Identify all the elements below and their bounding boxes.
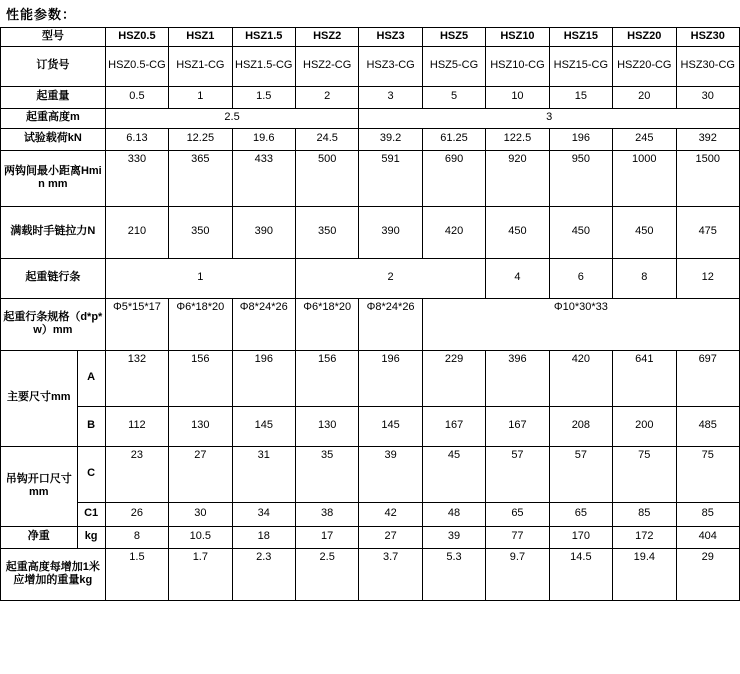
row-label-main-dimensions: 主要尺寸mm [1,350,78,446]
hook-opening-c1-cell-7: 65 [549,502,612,526]
order-no-cell-2: HSZ1.5-CG [232,46,295,86]
order-no-cell-4: HSZ3-CG [359,46,422,86]
capacity-cell-1: 1 [169,86,232,108]
main-dim-a-cell-2: 196 [232,350,295,406]
row-label-model: 型号 [1,28,106,47]
table-row-hook-opening-c [1,446,740,502]
min-distance-cell-2: 433 [232,150,295,206]
capacity-cell-5: 5 [422,86,485,108]
min-distance-cell-8: 1000 [613,150,676,206]
table-row-min-distance [1,150,740,206]
hook-opening-c1-cell-2: 34 [232,502,295,526]
test-load-cell-5: 61.25 [422,128,485,150]
main-dim-b-cell-8: 200 [613,406,676,446]
extra-weight-cell-2: 2.3 [232,548,295,600]
model-cell-1: HSZ1 [169,28,232,47]
order-no-cell-7: HSZ15-CG [549,46,612,86]
test-load-cell-6: 122.5 [486,128,549,150]
extra-weight-cell-5: 5.3 [422,548,485,600]
chain-spec-cell-0: Φ5*15*17 [105,298,168,350]
capacity-cell-7: 15 [549,86,612,108]
table-row-order-no [1,46,740,86]
hook-opening-c1-cell-8: 85 [613,502,676,526]
main-dim-b-cell-0: 112 [105,406,168,446]
chain-spec-cell-5: Φ10*30*33 [422,298,739,350]
chain-spec-cell-2: Φ8*24*26 [232,298,295,350]
hand-chain-force-cell-4: 390 [359,206,422,258]
test-load-cell-4: 39.2 [359,128,422,150]
extra-weight-cell-8: 19.4 [613,548,676,600]
capacity-cell-3: 2 [295,86,358,108]
row-label-chain-falls: 起重链行条 [1,258,106,298]
chain-falls-cell-3: 6 [549,258,612,298]
chain-falls-cell-4: 8 [613,258,676,298]
hook-opening-c-cell-7: 57 [549,446,612,502]
min-distance-cell-5: 690 [422,150,485,206]
sub-label-b: B [77,406,105,446]
chain-falls-cell-2: 4 [486,258,549,298]
min-distance-cell-9: 1500 [676,150,740,206]
net-weight-cell-8: 172 [613,526,676,548]
extra-weight-cell-7: 14.5 [549,548,612,600]
min-distance-cell-7: 950 [549,150,612,206]
model-cell-7: HSZ15 [549,28,612,47]
main-dim-a-cell-9: 697 [676,350,740,406]
hand-chain-force-cell-1: 350 [169,206,232,258]
order-no-cell-3: HSZ2-CG [295,46,358,86]
sub-label-c1: C1 [77,502,105,526]
net-weight-cell-3: 17 [295,526,358,548]
model-cell-5: HSZ5 [422,28,485,47]
main-dim-a-cell-6: 396 [486,350,549,406]
chain-spec-cell-3: Φ6*18*20 [295,298,358,350]
capacity-cell-9: 30 [676,86,740,108]
hook-opening-c-cell-4: 39 [359,446,422,502]
table-row-extra-weight [1,548,740,600]
chain-falls-cell-5: 12 [676,258,740,298]
main-dim-a-cell-0: 132 [105,350,168,406]
hook-opening-c1-cell-3: 38 [295,502,358,526]
main-dim-b-cell-1: 130 [169,406,232,446]
hand-chain-force-cell-6: 450 [486,206,549,258]
hand-chain-force-cell-8: 450 [613,206,676,258]
net-weight-cell-2: 18 [232,526,295,548]
model-cell-4: HSZ3 [359,28,422,47]
main-dim-b-cell-4: 145 [359,406,422,446]
main-dim-a-cell-3: 156 [295,350,358,406]
net-weight-cell-5: 39 [422,526,485,548]
hook-opening-c1-cell-9: 85 [676,502,740,526]
hand-chain-force-cell-9: 475 [676,206,740,258]
row-label-order-no: 订货号 [1,46,106,86]
main-dim-b-cell-6: 167 [486,406,549,446]
main-dim-a-cell-5: 229 [422,350,485,406]
page-title: 性能参数： [6,7,77,22]
test-load-cell-0: 6.13 [105,128,168,150]
chain-spec-cell-1: Φ6*18*20 [169,298,232,350]
main-dim-a-cell-7: 420 [549,350,612,406]
hook-opening-c-cell-3: 35 [295,446,358,502]
min-distance-cell-1: 365 [169,150,232,206]
model-cell-6: HSZ10 [486,28,549,47]
table-row-main-dim-b [1,406,740,446]
net-weight-cell-9: 404 [676,526,740,548]
row-label-net-weight: 净重 [1,526,78,548]
net-weight-cell-0: 8 [105,526,168,548]
test-load-cell-9: 392 [676,128,740,150]
hook-opening-c1-cell-0: 26 [105,502,168,526]
chain-spec-cell-4: Φ8*24*26 [359,298,422,350]
hook-opening-c-cell-0: 23 [105,446,168,502]
order-no-cell-0: HSZ0.5-CG [105,46,168,86]
min-distance-cell-4: 591 [359,150,422,206]
main-dim-b-cell-7: 208 [549,406,612,446]
table-row-capacity [1,86,740,108]
extra-weight-cell-0: 1.5 [105,548,168,600]
hook-opening-c1-cell-6: 65 [486,502,549,526]
hook-opening-c-cell-6: 57 [486,446,549,502]
net-weight-cell-6: 77 [486,526,549,548]
main-dim-b-cell-9: 485 [676,406,740,446]
main-dim-a-cell-1: 156 [169,350,232,406]
table-row-hook-opening-c1 [1,502,740,526]
table-row-hand-chain-force [1,206,740,258]
capacity-cell-8: 20 [613,86,676,108]
chain-falls-cell-1: 2 [295,258,485,298]
hand-chain-force-cell-0: 210 [105,206,168,258]
main-dim-b-cell-3: 130 [295,406,358,446]
hand-chain-force-cell-3: 350 [295,206,358,258]
min-distance-cell-3: 500 [295,150,358,206]
extra-weight-cell-9: 29 [676,548,740,600]
test-load-cell-2: 19.6 [232,128,295,150]
capacity-cell-0: 0.5 [105,86,168,108]
row-unit-net-weight: kg [77,526,105,548]
row-label-lift-height: 起重高度m [1,108,106,128]
extra-weight-cell-1: 1.7 [169,548,232,600]
order-no-cell-6: HSZ10-CG [486,46,549,86]
order-no-cell-9: HSZ30-CG [676,46,740,86]
main-dim-b-cell-5: 167 [422,406,485,446]
row-label-min-distance: 两钩间最小距离Hmin mm [1,150,106,206]
test-load-cell-1: 12.25 [169,128,232,150]
min-distance-cell-6: 920 [486,150,549,206]
hook-opening-c-cell-5: 45 [422,446,485,502]
row-label-capacity: 起重量 [1,86,106,108]
model-cell-2: HSZ1.5 [232,28,295,47]
table-row-net-weight [1,526,740,548]
model-cell-9: HSZ30 [676,28,740,47]
table-row-test-load [1,128,740,150]
sub-label-c: C [77,446,105,502]
capacity-cell-2: 1.5 [232,86,295,108]
row-label-extra-weight: 起重高度每增加1米应增加的重量kg [1,548,106,600]
hand-chain-force-cell-2: 390 [232,206,295,258]
main-dim-b-cell-2: 145 [232,406,295,446]
min-distance-cell-0: 330 [105,150,168,206]
specification-table [0,27,740,601]
hand-chain-force-cell-7: 450 [549,206,612,258]
table-row-chain-spec [1,298,740,350]
main-dim-a-cell-8: 641 [613,350,676,406]
net-weight-cell-7: 170 [549,526,612,548]
model-cell-8: HSZ20 [613,28,676,47]
hook-opening-c-cell-8: 75 [613,446,676,502]
hook-opening-c1-cell-1: 30 [169,502,232,526]
test-load-cell-7: 196 [549,128,612,150]
hook-opening-c1-cell-5: 48 [422,502,485,526]
row-label-test-load: 试验载荷kN [1,128,106,150]
test-load-cell-8: 245 [613,128,676,150]
hook-opening-c-cell-1: 27 [169,446,232,502]
order-no-cell-1: HSZ1-CG [169,46,232,86]
order-no-cell-5: HSZ5-CG [422,46,485,86]
extra-weight-cell-4: 3.7 [359,548,422,600]
row-label-hand-chain-force: 满载时手链拉力N [1,206,106,258]
extra-weight-cell-6: 9.7 [486,548,549,600]
lift-height-cell-1: 3 [359,108,740,128]
row-label-hook-opening: 吊钩开口尺寸mm [1,446,78,526]
net-weight-cell-4: 27 [359,526,422,548]
capacity-cell-6: 10 [486,86,549,108]
row-label-chain-spec: 起重行条规格（d*p*w）mm [1,298,106,350]
order-no-cell-8: HSZ20-CG [613,46,676,86]
lift-height-cell-0: 2.5 [105,108,359,128]
chain-falls-cell-0: 1 [105,258,295,298]
test-load-cell-3: 24.5 [295,128,358,150]
net-weight-cell-1: 10.5 [169,526,232,548]
hook-opening-c1-cell-4: 42 [359,502,422,526]
sub-label-a: A [77,350,105,406]
capacity-cell-4: 3 [359,86,422,108]
extra-weight-cell-3: 2.5 [295,548,358,600]
main-dim-a-cell-4: 196 [359,350,422,406]
table-row-chain-falls [1,258,740,298]
table-row-model [1,28,740,47]
hand-chain-force-cell-5: 420 [422,206,485,258]
hook-opening-c-cell-2: 31 [232,446,295,502]
table-row-main-dim-a [1,350,740,406]
model-cell-3: HSZ2 [295,28,358,47]
model-cell-0: HSZ0.5 [105,28,168,47]
table-row-lift-height [1,108,740,128]
hook-opening-c-cell-9: 75 [676,446,740,502]
